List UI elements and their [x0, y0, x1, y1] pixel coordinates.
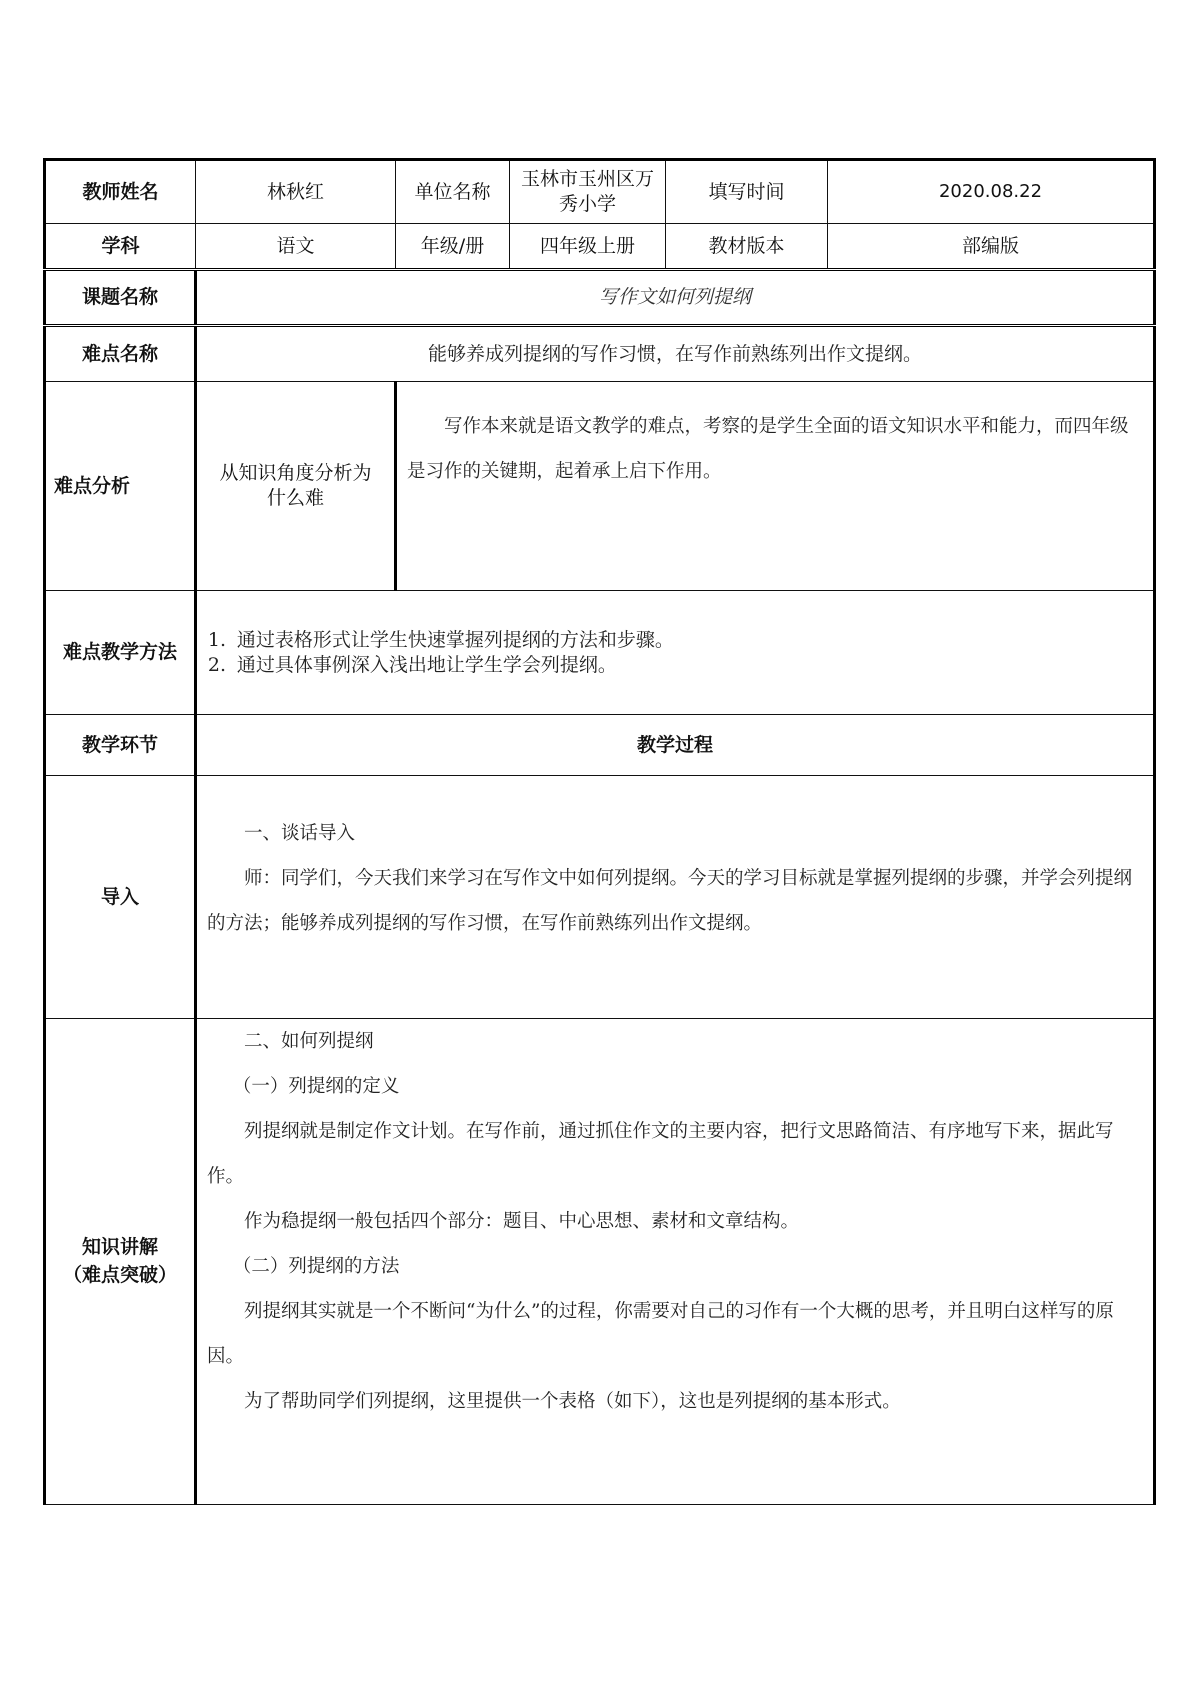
- method-number: 2.: [207, 653, 227, 676]
- method-text: 通过具体事例深入浅出地让学生学会列提纲。: [236, 653, 617, 676]
- stage-header: 教学环节: [45, 715, 196, 776]
- methods-row: [45, 591, 1155, 715]
- edition-value: 部编版: [828, 224, 1155, 270]
- method-item: [197, 628, 1153, 653]
- subject-label: 学科: [45, 224, 196, 270]
- fill-date-value: 2020.08.22: [828, 160, 1155, 224]
- method-number: 1.: [207, 628, 227, 651]
- knowledge-p2: 作为稳提纲一般包括四个部分：题目、中心思想、素材和文章结构。: [244, 1211, 800, 1232]
- methods-label: 难点教学方法: [45, 591, 196, 715]
- intro-content: [196, 776, 1155, 1019]
- analysis-sub-label: 从知识角度分析为什么难: [196, 382, 396, 591]
- knowledge-content: [196, 1019, 1155, 1505]
- intro-row: [45, 776, 1155, 1019]
- grade-value: 四年级上册: [510, 224, 666, 270]
- process-header-row: [45, 715, 1155, 776]
- intro-text: 师：同学们，今天我们来学习在写作文中如何列提纲。今天的学习目标就是掌握列提纲的步骤，并学会列提纲的方法；能够养成列提纲的写作习惯，在写作前熟练列出作文提纲。: [207, 868, 1133, 934]
- knowledge-heading: 二、如何列提纲: [244, 1031, 374, 1052]
- methods-list: [196, 591, 1155, 715]
- knowledge-sub1: （一）列提纲的定义: [232, 1076, 400, 1097]
- knowledge-p1: 列提纲就是制定作文计划。在写作前，通过抓住作文的主要内容，把行文思路简洁、有序地写下来，据此写作。: [207, 1121, 1114, 1187]
- unit-name-value: 玉林市玉州区万秀小学: [510, 160, 666, 224]
- difficulty-label: 难点名称: [45, 326, 196, 382]
- analysis-text-cell: [396, 382, 1155, 591]
- knowledge-label-line1: 知识讲解: [81, 1235, 158, 1258]
- difficulty-row: [45, 326, 1155, 382]
- analysis-label: 难点分析: [45, 382, 196, 591]
- analysis-row: [45, 382, 1155, 591]
- knowledge-row: [45, 1019, 1155, 1505]
- topic-row: [45, 270, 1155, 326]
- topic-label: 课题名称: [45, 270, 196, 326]
- intro-heading: 一、谈话导入: [244, 823, 356, 844]
- knowledge-label-line2: （难点突破）: [62, 1263, 177, 1286]
- unit-name-label: 单位名称: [396, 160, 510, 224]
- knowledge-p4: 为了帮助同学们列提纲，这里提供一个表格（如下），这也是列提纲的基本形式。: [244, 1391, 901, 1412]
- method-text: 通过表格形式让学生快速掌握列提纲的方法和步骤。: [236, 628, 674, 651]
- grade-label: 年级/册: [396, 224, 510, 270]
- method-item: [197, 653, 1153, 678]
- teacher-row: [45, 160, 1155, 224]
- teacher-name-label: 教师姓名: [45, 160, 196, 224]
- edition-label: 教材版本: [666, 224, 828, 270]
- teacher-name-value: 林秋红: [196, 160, 396, 224]
- knowledge-label: [45, 1019, 196, 1505]
- intro-label: 导入: [45, 776, 196, 1019]
- subject-row: [45, 224, 1155, 270]
- difficulty-value: 能够养成列提纲的写作习惯，在写作前熟练列出作文提纲。: [196, 326, 1155, 382]
- topic-value: 写作文如何列提纲: [196, 270, 1155, 326]
- fill-date-label: 填写时间: [666, 160, 828, 224]
- subject-value: 语文: [196, 224, 396, 270]
- lesson-plan-table: [43, 158, 1156, 1505]
- analysis-text: 写作本来就是语文教学的难点，考察的是学生全面的语文知识水平和能力，而四年级是习作的关键期，起着承上启下作用。: [407, 416, 1129, 482]
- process-header: 教学过程: [196, 715, 1155, 776]
- knowledge-sub2: （二）列提纲的方法: [232, 1256, 400, 1277]
- knowledge-p3: 列提纲其实就是一个不断问“为什么”的过程，你需要对自己的习作有一个大概的思考，并且明白这样写的原因。: [207, 1301, 1114, 1367]
